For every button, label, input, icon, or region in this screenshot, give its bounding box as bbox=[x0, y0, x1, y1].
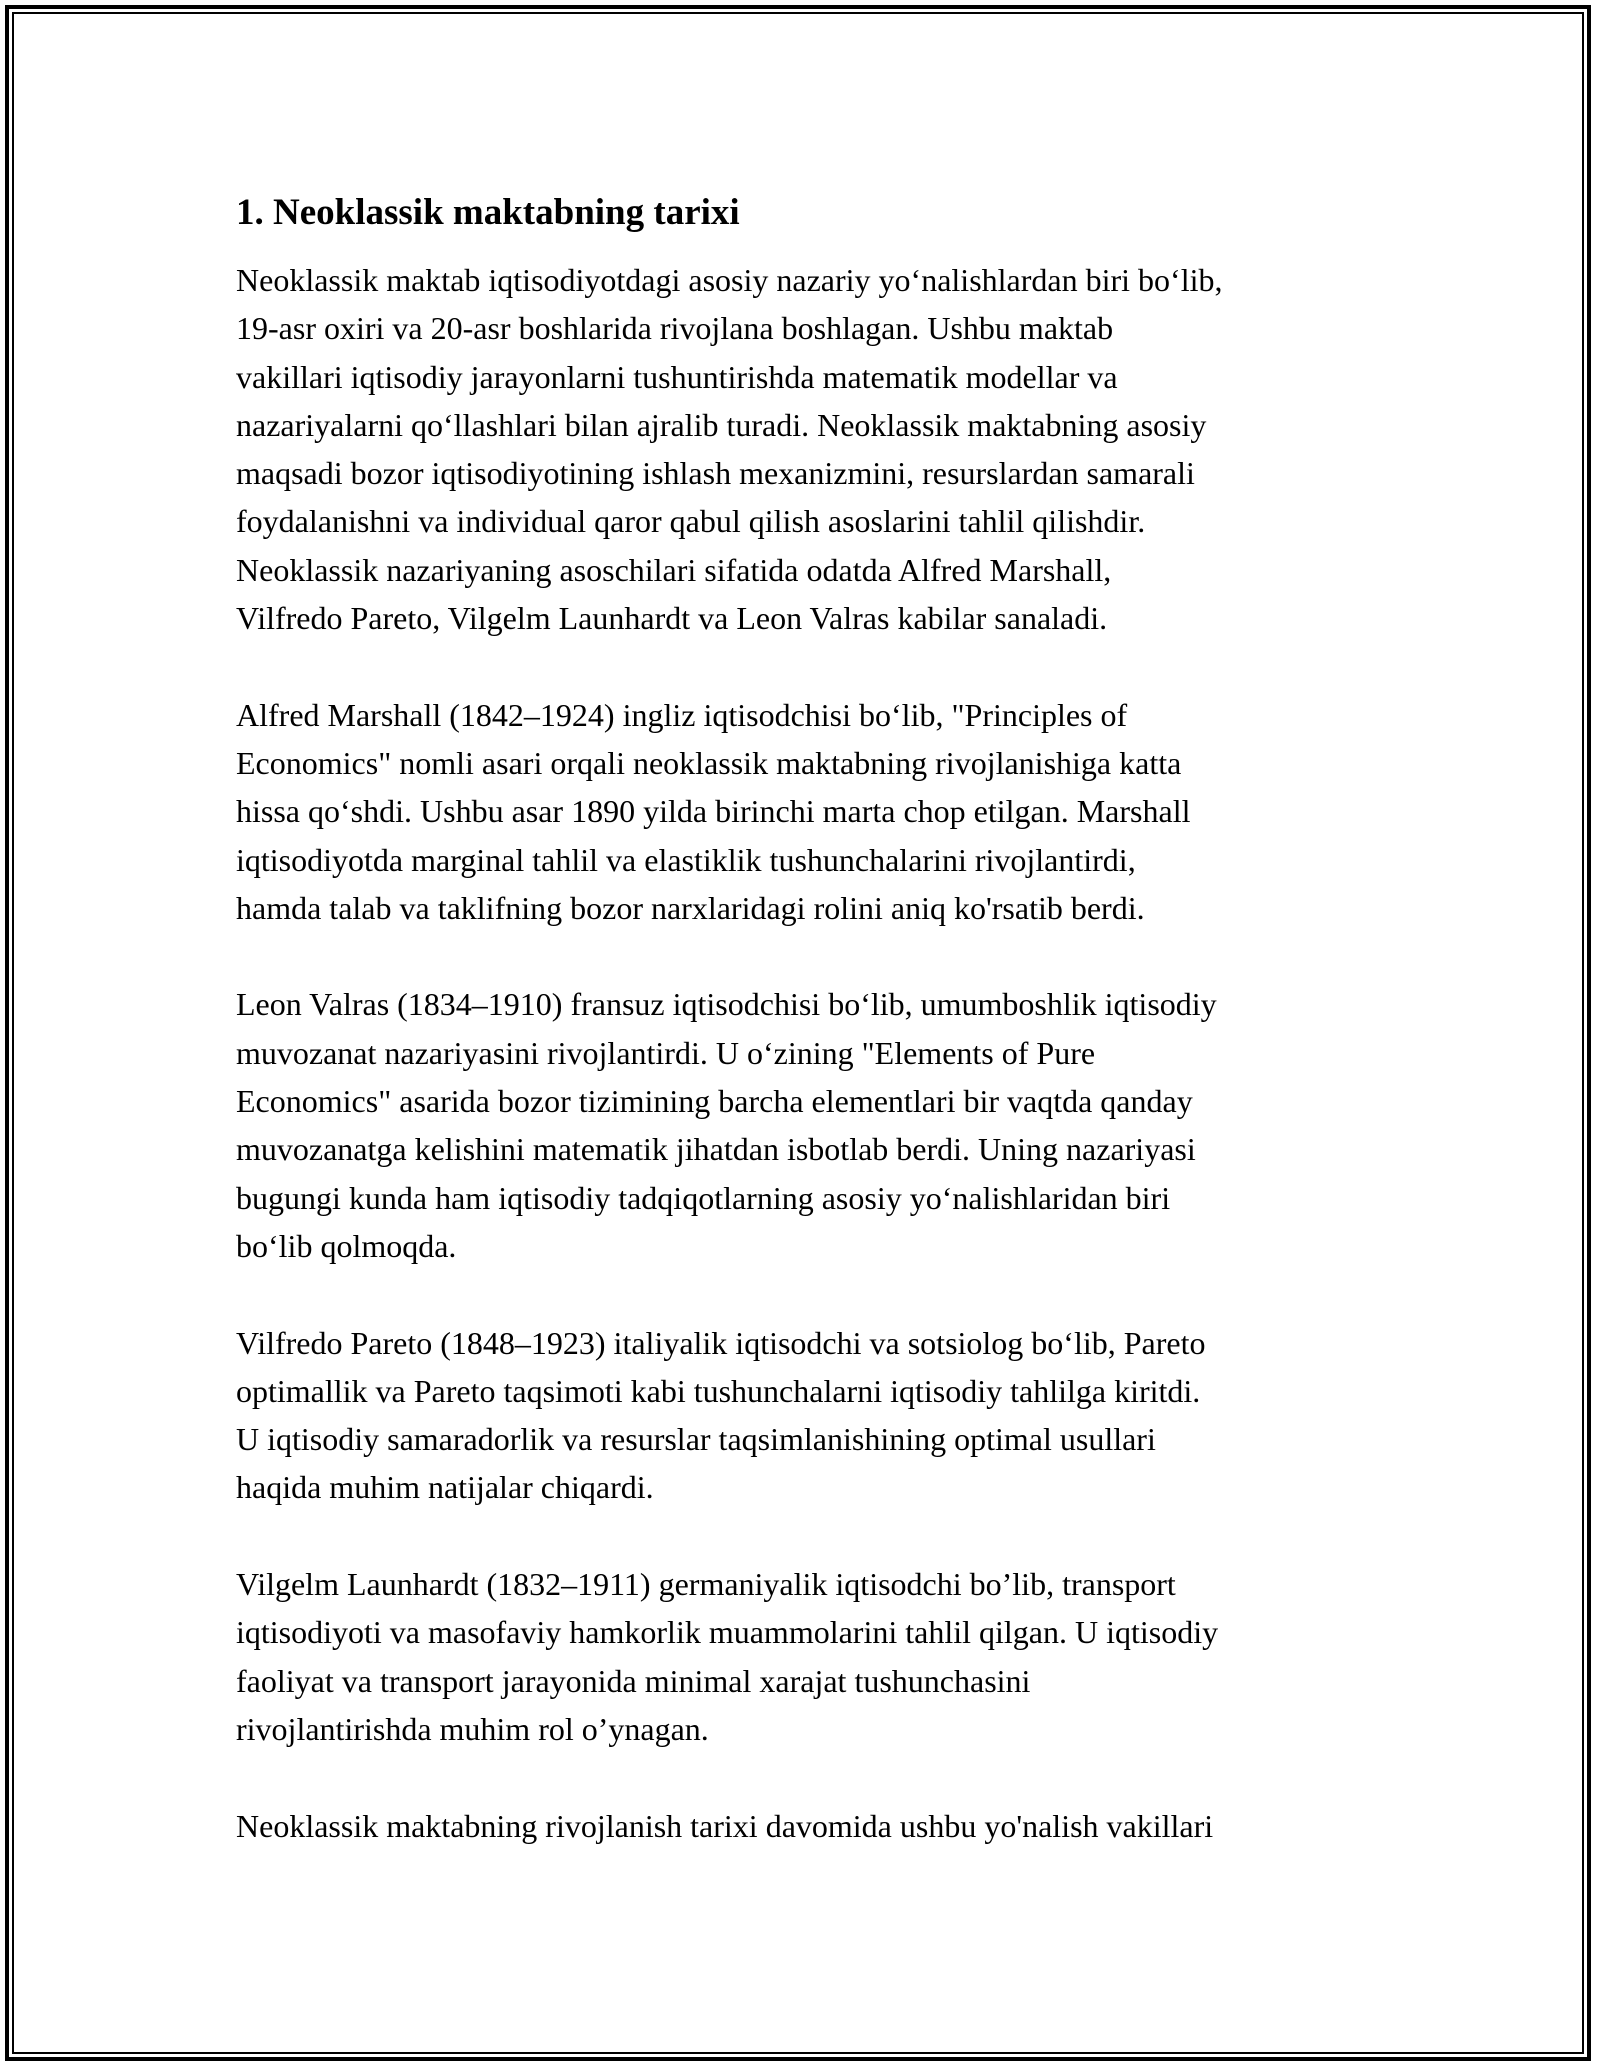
text-line: Economics" nomli asari orqali neoklassik maktabning rivojlanishiga katta bbox=[236, 744, 1182, 781]
paragraph-launhardt bbox=[236, 1560, 1376, 1753]
paragraph-conclusion bbox=[236, 1802, 1376, 1850]
text-line: rivojlantirishda muhim rol o’ynagan. bbox=[236, 1710, 709, 1747]
text-line: hissa qo‘shdi. Ushbu asar 1890 yilda birinchi marta chop etilgan. Marshall bbox=[236, 793, 1191, 830]
text-line: Economics" asarida bozor tizimining barcha elementlari bir vaqtda qanday bbox=[236, 1083, 1193, 1120]
text-line: faoliyat va transport jarayonida minimal xarajat tushunchasini bbox=[236, 1662, 1031, 1699]
paragraph-valras bbox=[236, 980, 1376, 1270]
text-line: U iqtisodiy samaradorlik va resurslar taqsimlanishining optimal usullari bbox=[236, 1421, 1156, 1458]
text-line: Neoklassik maktabning rivojlanish tarixi davomida ushbu yo'nalish vakillari bbox=[236, 1807, 1214, 1844]
text-line: vakillari iqtisodiy jarayonlarni tushuntirishda matematik modellar va bbox=[236, 358, 1118, 395]
text-line: optimallik va Pareto taqsimoti kabi tushunchalarni iqtisodiy tahlilga kiritdi. bbox=[236, 1372, 1201, 1409]
text-line: iqtisodiyotda marginal tahlil va elastiklik tushunchalarini rivojlantirdi, bbox=[236, 841, 1136, 878]
text-line: nazariyalarni qo‘llashlari bilan ajralib turadi. Neoklassik maktabning asosiy bbox=[236, 406, 1207, 443]
text-line: bugungi kunda ham iqtisodiy tadqiqotlarning asosiy yo‘nalishlaridan biri bbox=[236, 1179, 1171, 1216]
text-line: Vilfredo Pareto, Vilgelm Launhardt va Leon Valras kabilar sanaladi. bbox=[236, 600, 1108, 637]
text-line: hamda talab va taklifning bozor narxlaridagi rolini aniq ko'rsatib berdi. bbox=[236, 889, 1145, 926]
text-line: Neoklassik maktab iqtisodiyotdagi asosiy nazariy yo‘nalishlardan biri bo‘lib, bbox=[236, 262, 1223, 298]
text-line: muvozanat nazariyasini rivojlantirdi. U o‘zining "Elements of Pure bbox=[236, 1034, 1096, 1071]
text-line: 19-asr oxiri va 20-asr boshlarida rivojlana boshlagan. Ushbu maktab bbox=[236, 310, 1114, 347]
document-body bbox=[236, 183, 1376, 1898]
text-line: Neoklassik nazariyaning asoschilari sifatida odatda Alfred Marshall, bbox=[236, 551, 1112, 588]
paragraph-pareto bbox=[236, 1319, 1376, 1512]
text-line: Alfred Marshall (1842–1924) ingliz iqtisodchisi bo‘lib, "Principles of bbox=[236, 696, 1128, 733]
text-line: Leon Valras (1834–1910) fransuz iqtisodchisi bo‘lib, umumboshlik iqtisodiy bbox=[236, 986, 1217, 1023]
text-line: Vilgelm Launhardt (1832–1911) germaniyalik iqtisodchi bo’lib, transport bbox=[236, 1566, 1176, 1603]
paragraph-intro bbox=[236, 256, 1376, 642]
text-line: Vilfredo Pareto (1848–1923) italiyalik iqtisodchi va sotsiolog bo‘lib, Pareto bbox=[236, 1324, 1206, 1361]
paragraph-marshall bbox=[236, 691, 1376, 932]
section-heading: 1. Neoklassik maktabning tarixi bbox=[236, 192, 740, 233]
text-line: iqtisodiyoti va masofaviy hamkorlik muammolarini tahlil qilgan. U iqtisodiy bbox=[236, 1614, 1219, 1651]
text-line: maqsadi bozor iqtisodiyotining ishlash mexanizmini, resurslardan samarali bbox=[236, 455, 1195, 492]
text-line: muvozanatga kelishini matematik jihatdan isbotlab berdi. Uning nazariyasi bbox=[236, 1131, 1196, 1168]
text-line: foydalanishni va individual qaror qabul qilish asoslarini tahlil qilishdir. bbox=[236, 503, 1146, 540]
text-line: bo‘lib qolmoqda. bbox=[236, 1227, 457, 1264]
text-line: haqida muhim natijalar chiqardi. bbox=[236, 1469, 654, 1506]
